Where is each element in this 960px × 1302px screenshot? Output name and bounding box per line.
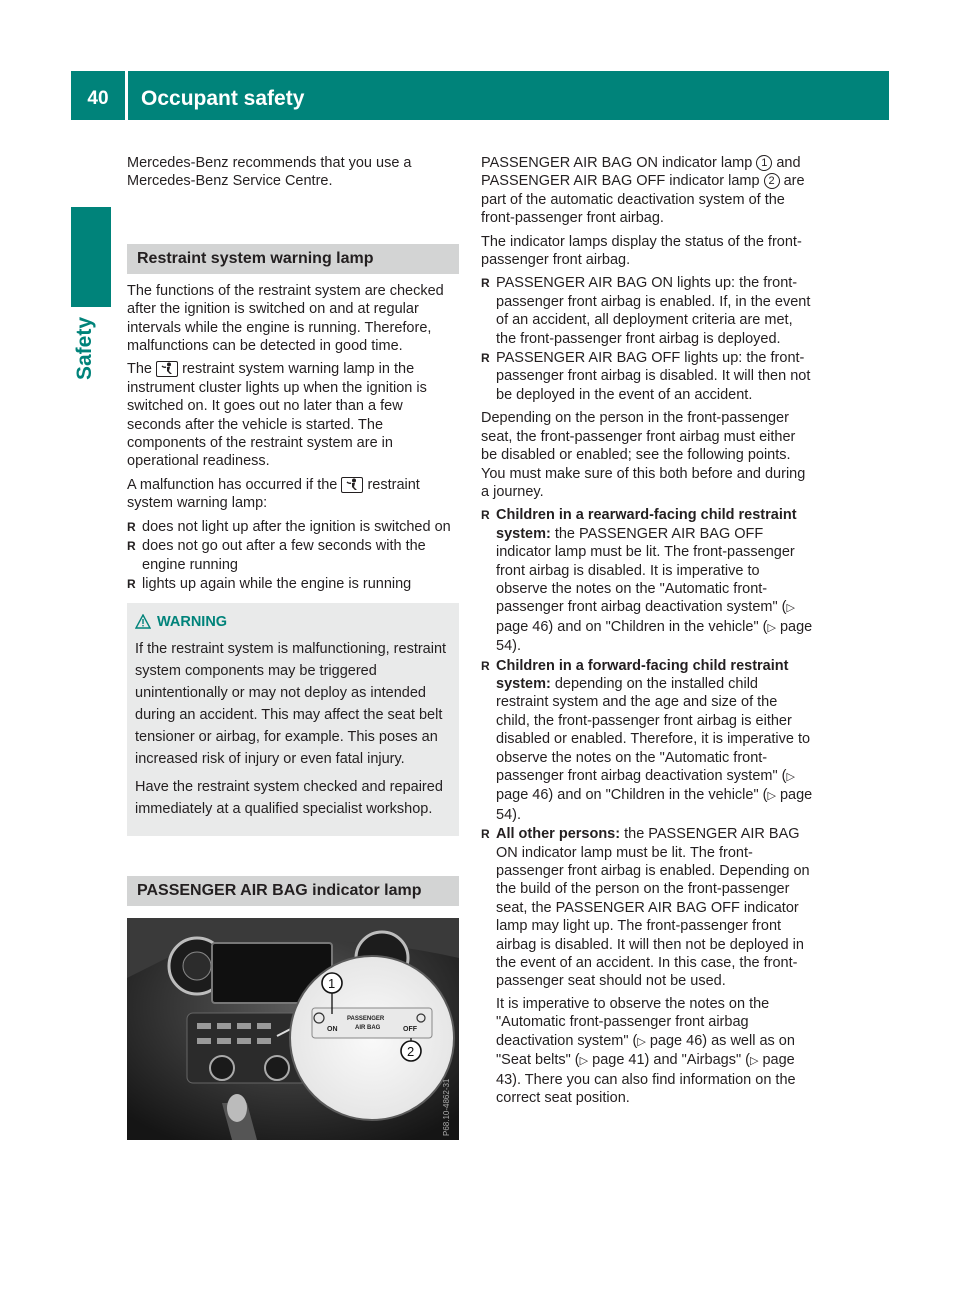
- page-number: 40: [87, 88, 109, 109]
- callout-1: 1: [328, 976, 336, 992]
- warning-paragraph-2: Have the restraint system checked and repaired immediately at a qualified specialist workshop.: [135, 779, 443, 818]
- item-heading: Children in a rearward-facing child restraint system:: [496, 507, 797, 542]
- page-ref-arrow-icon: ▷: [579, 1055, 589, 1068]
- item-heading: All other persons:: [496, 826, 621, 843]
- intro-part: and PASSENGER AIR BAG OFF indicator lamp: [481, 155, 801, 190]
- p2-end: restraint system warning lamp in the instrument cluster lights up when the ignition is switched on. It goes out no later than a few seconds after the vehicle is started. The components of the restraint system are in operational readiness.: [127, 361, 427, 470]
- section-heading-airbag-lamp: PASSENGER AIR BAG indicator lamp: [127, 876, 459, 906]
- warning-label: WARNING: [157, 614, 228, 631]
- page-ref-arrow-icon: ▷: [786, 771, 795, 783]
- passenger-label: PASSENGER: [347, 1016, 385, 1023]
- callout-2-icon: 2: [764, 173, 780, 189]
- restraint-paragraph-1: The functions of the restraint system are checked after the ignition is switched on and at regular intervals while the engine is running. Therefore, malfunctions can be detected in good time.: [127, 282, 444, 355]
- side-tab-label: Safety: [73, 316, 96, 380]
- indicator-intro: [481, 154, 813, 228]
- item-text: the PASSENGER AIR BAG ON indicator lamp must be lit. The front-passenger front airbag is enabled. Depending on the build of the person on the front-passenger seat, the PASSENGER AIR BAG OFF indicator lamp may light up. The front-passenger front airbag is disabled. It will then not be deployed in the event of an accident. In this case, the front-passenger seat should not be used.: [496, 826, 810, 990]
- person-dependency-text: Depending on the person in the front-passenger seat, the front-passenger front airbag must either be disabled or enabled; see the following points. You must make sure of this both before and during a journey.: [481, 410, 806, 500]
- dashboard-illustration: [127, 918, 459, 1140]
- restraint-warning-icon: [156, 361, 178, 377]
- restraint-paragraph-3: [127, 476, 459, 513]
- lamp-status-list: [481, 274, 813, 404]
- page-ref-arrow-icon: ▷: [637, 1035, 646, 1048]
- intro-part: PASSENGER AIR BAG ON indicator lamp: [481, 155, 753, 171]
- intro-text: Mercedes-Benz recommends that you use a Mercedes-Benz Service Centre.: [127, 155, 412, 190]
- occupant-list: [481, 506, 813, 1107]
- p3-end: restraint system warning lamp:: [127, 476, 420, 512]
- list-item: [481, 506, 813, 655]
- on-label: ON: [327, 1026, 338, 1034]
- page-ref-arrow-icon: ▷: [767, 790, 776, 803]
- item-text: depending on the installed child restraint system and the age and size of the child, the front-passenger front airbag is either disabled or enabled. Therefore, it is imperative to observe the notes on the "Automatic front-passenger front airbag deactivation system" (: [496, 675, 811, 784]
- item-text: page 54).: [496, 618, 813, 655]
- airbag-label: AIR BAG: [355, 1025, 381, 1032]
- item-text: page 43). There you can also find information on the correct seat position.: [496, 1052, 796, 1106]
- airbag-indicator-figure: [127, 918, 459, 1140]
- left-column: [127, 154, 459, 1140]
- item-text: It is imperative to observe the notes on the "Automatic front-passenger front airbag deactivation system" (: [496, 995, 770, 1049]
- list-item: R PASSENGER AIR BAG OFF lights up: the front-passenger front airbag is disabled. It will then not be deployed in the event of an accident.: [481, 349, 813, 404]
- side-tab-block: [71, 207, 111, 307]
- intro-part: are part of the automatic deactivation system of the front-passenger front airbag.: [481, 173, 805, 227]
- page-ref-arrow-icon: ▷: [767, 621, 776, 634]
- list-item: R lights up again while the engine is running: [127, 575, 459, 593]
- item-text: page 46) as well as on "Seat belts" (: [496, 1032, 795, 1069]
- item-text: page 46) and on "Children in the vehicle" (: [496, 787, 768, 804]
- figure-code: P68.10-4862-31: [442, 1078, 451, 1137]
- item-text: the PASSENGER AIR BAG OFF indicator lamp must be lit. The front-passenger front airbag is disabled. It is imperative to observe the notes on the "Automatic front-passenger front airbag deactivation system" (: [496, 525, 795, 616]
- warning-box: [127, 603, 459, 836]
- page-header: [71, 71, 889, 120]
- page-ref-arrow-icon: ▷: [749, 1055, 759, 1068]
- restraint-paragraph-2: [127, 360, 459, 470]
- callout-2: 2: [407, 1044, 415, 1060]
- item-subparagraph: [496, 995, 813, 1107]
- section-heading-restraint: Restraint system warning lamp: [127, 244, 459, 274]
- item-heading: Children in a forward-facing child restraint system:: [496, 657, 789, 692]
- list-item: [481, 657, 813, 825]
- p2-start: The: [127, 361, 152, 378]
- header-divider: [125, 71, 128, 120]
- item-text: page 46) and on "Children in the vehicle" (: [496, 618, 768, 635]
- warning-triangle-icon: [135, 614, 151, 636]
- p3-start: A malfunction has occurred if the: [127, 476, 338, 493]
- item-text: page 41) and "Airbags" (: [592, 1052, 750, 1069]
- item-text: page 54).: [496, 787, 813, 823]
- page-ref-arrow-icon: ▷: [786, 602, 795, 615]
- off-label: OFF: [403, 1026, 417, 1034]
- malfunction-list: [127, 518, 459, 594]
- right-column: [481, 154, 813, 1112]
- restraint-warning-icon: [341, 477, 363, 493]
- warning-paragraph-1: If the restraint system is malfunctioning, restraint system components may be triggered unintentionally or may not deploy as intended during an accident. This may affect the seat belt tensioner or airbag, for example. This poses an increased risk of injury or even fatal injury.: [135, 641, 447, 768]
- chapter-title: Occupant safety: [141, 87, 305, 110]
- list-item: R does not light up after the ignition is switched on: [127, 518, 459, 536]
- warning-title: [135, 611, 451, 636]
- list-item: R does not go out after a few seconds with the engine running: [127, 537, 459, 574]
- list-item: [481, 825, 813, 1107]
- callout-1-icon: 1: [756, 155, 772, 171]
- list-item: R PASSENGER AIR BAG ON lights up: the front-passenger front airbag is enabled. If, in the event of an accident, all deployment criteria are met, the front-passenger front airbag is deployed.: [481, 274, 813, 348]
- indicator-status-text: The indicator lamps display the status of the front-passenger front airbag.: [481, 233, 802, 269]
